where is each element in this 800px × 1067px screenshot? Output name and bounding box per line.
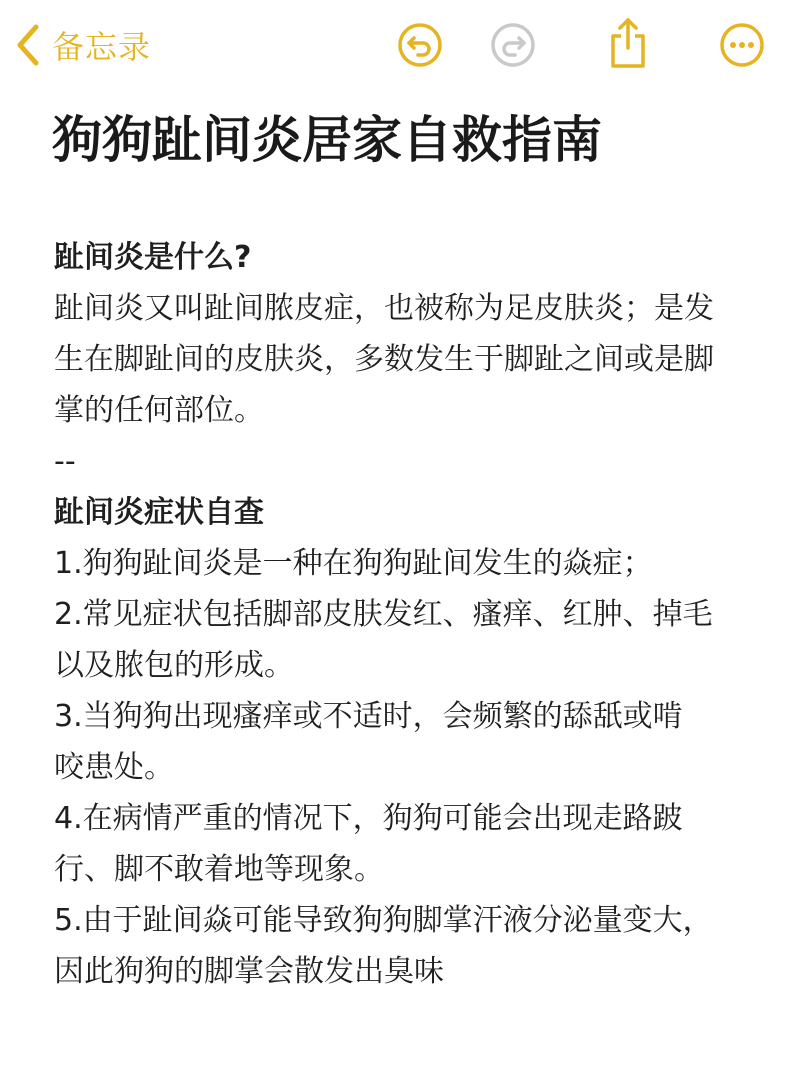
chevron-left-icon [14, 23, 42, 67]
list-item: 以及脓包的形成。 [54, 648, 294, 683]
more-icon [718, 21, 766, 69]
redo-button[interactable] [489, 21, 537, 69]
list-item: 3.当狗狗出现瘙痒或不适时，会频繁的舔舐或啃 [54, 699, 683, 734]
text-line: 趾间炎又叫趾间脓皮症，也被称为足皮肤炎；是发 [54, 291, 714, 326]
list-item: 咬患处。 [54, 750, 174, 785]
list-item: 5.由于趾间焱可能导致狗狗脚掌汗液分泌量变大， [54, 903, 713, 938]
list-item: 因此狗狗的脚掌会散发出臭味 [54, 954, 444, 989]
text-line: 掌的任何部位。 [54, 393, 264, 428]
note-title[interactable]: 狗狗趾间炎居家自救指南 [52, 111, 602, 169]
list-item: 1.狗狗趾间炎是一种在狗狗趾间发生的焱症； [54, 546, 653, 581]
list-item: 2.常见症状包括脚部皮肤发红、瘙痒、红肿、掉毛 [54, 597, 713, 632]
undo-button[interactable] [396, 21, 444, 69]
divider-text: -- [54, 444, 76, 479]
list-item: 行、脚不敢着地等现象。 [54, 852, 384, 887]
more-button[interactable] [718, 21, 766, 69]
section-heading: 趾间炎症状自查 [54, 495, 264, 530]
section-heading: 趾间炎是什么? [54, 240, 252, 275]
navigation-bar [0, 0, 800, 92]
undo-icon [396, 21, 444, 69]
list-item: 4.在病情严重的情况下，狗狗可能会出现走路跛 [54, 801, 683, 836]
share-button[interactable] [604, 16, 652, 64]
note-body[interactable] [54, 232, 754, 997]
share-icon [604, 16, 652, 70]
back-label: 备忘录 [52, 28, 152, 66]
text-line: 生在脚趾间的皮肤炎，多数发生于脚趾之间或是脚 [54, 342, 714, 377]
back-button[interactable] [14, 20, 151, 70]
redo-icon [489, 21, 537, 69]
